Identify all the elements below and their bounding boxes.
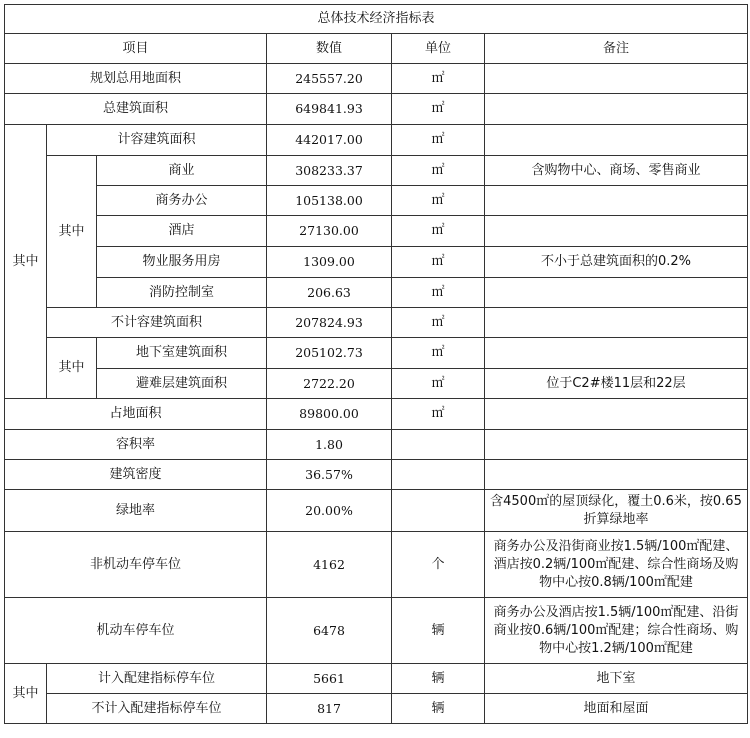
table-row [5,156,748,186]
row-label: 机动车停车位 [5,598,267,664]
row-unit: ㎡ [392,186,485,216]
row-value: 2722.20 [267,369,392,399]
row-unit: 个 [392,532,485,598]
row-note [485,460,748,490]
row-value: 207824.93 [267,308,392,338]
row-label: 商业 [97,156,267,186]
row-note [485,430,748,460]
row-note: 含4500㎡的屋顶绿化，覆土0.6米，按0.65折算绿地率 [485,490,748,532]
row-label: 规划总用地面积 [5,64,267,94]
header-unit: 单位 [392,34,485,64]
row-value: 5661 [267,664,392,694]
row-note: 商务办公及沿街商业按1.5辆/100㎡配建、酒店按0.2辆/100㎡配建、综合性商场及购物中心按0.8辆/100㎡配建 [485,532,748,598]
table-row [5,598,748,664]
header-row [5,34,748,64]
row-unit: ㎡ [392,278,485,308]
row-value: 105138.00 [267,186,392,216]
row-label: 非机动车停车位 [5,532,267,598]
row-value: 36.57% [267,460,392,490]
row-note [485,308,748,338]
row-value: 205102.73 [267,338,392,369]
row-value: 442017.00 [267,125,392,156]
table-row [5,216,748,247]
row-note [485,216,748,247]
title-row [5,5,748,34]
table-row [5,490,748,532]
row-value: 206.63 [267,278,392,308]
row-label: 绿地率 [5,490,267,532]
header-value: 数值 [267,34,392,64]
row-note: 含购物中心、商场、零售商业 [485,156,748,186]
table-row [5,664,748,694]
table-row [5,369,748,399]
row-unit: ㎡ [392,369,485,399]
row-note: 商务办公及酒店按1.5辆/100㎡配建、沿街商业按0.6辆/100㎡配建；综合性商场、购物中心按1.2辆/100㎡配建 [485,598,748,664]
table-row [5,694,748,724]
group-label-inner2: 其中 [47,338,97,399]
row-label: 物业服务用房 [97,247,267,278]
row-unit [392,460,485,490]
row-label: 不计入配建指标停车位 [47,694,267,724]
table-row [5,64,748,94]
row-value: 6478 [267,598,392,664]
table-row [5,94,748,125]
row-label: 建筑密度 [5,460,267,490]
row-value: 89800.00 [267,399,392,430]
row-label: 地下室建筑面积 [97,338,267,369]
row-label: 计容建筑面积 [47,125,267,156]
table-row [5,247,748,278]
row-unit: ㎡ [392,247,485,278]
row-unit: 辆 [392,664,485,694]
row-unit: ㎡ [392,338,485,369]
row-note: 地面和屋面 [485,694,748,724]
row-value: 649841.93 [267,94,392,125]
row-note [485,94,748,125]
row-label: 总建筑面积 [5,94,267,125]
row-note: 地下室 [485,664,748,694]
header-item: 项目 [5,34,267,64]
row-unit: 辆 [392,694,485,724]
row-note [485,399,748,430]
row-label: 计入配建指标停车位 [47,664,267,694]
row-unit: ㎡ [392,216,485,247]
table-row [5,532,748,598]
row-label: 商务办公 [97,186,267,216]
table-row [5,125,748,156]
row-value: 817 [267,694,392,724]
row-value: 308233.37 [267,156,392,186]
row-unit [392,430,485,460]
table-row [5,308,748,338]
row-unit: ㎡ [392,94,485,125]
row-label: 占地面积 [5,399,267,430]
row-value: 1.80 [267,430,392,460]
row-label: 不计容建筑面积 [47,308,267,338]
row-label: 酒店 [97,216,267,247]
row-value: 20.00% [267,490,392,532]
row-note [485,125,748,156]
table-row [5,186,748,216]
table-row [5,430,748,460]
row-unit: ㎡ [392,125,485,156]
row-unit [392,490,485,532]
group-label-outer: 其中 [5,125,47,399]
row-unit: ㎡ [392,156,485,186]
header-note: 备注 [485,34,748,64]
row-note [485,186,748,216]
row-value: 1309.00 [267,247,392,278]
group-label-inner1: 其中 [47,156,97,308]
row-label: 避难层建筑面积 [97,369,267,399]
row-unit: 辆 [392,598,485,664]
table-title: 总体技术经济指标表 [5,5,748,34]
row-value: 4162 [267,532,392,598]
table-row [5,338,748,369]
row-note: 不小于总建筑面积的0.2% [485,247,748,278]
table-row [5,278,748,308]
row-note [485,278,748,308]
table-row [5,460,748,490]
group-label-bottom: 其中 [5,664,47,724]
row-note [485,338,748,369]
row-unit: ㎡ [392,308,485,338]
row-label: 容积率 [5,430,267,460]
row-note: 位于C2#楼11层和22层 [485,369,748,399]
row-label: 消防控制室 [97,278,267,308]
table-row [5,399,748,430]
row-value: 27130.00 [267,216,392,247]
row-unit: ㎡ [392,64,485,94]
row-note [485,64,748,94]
row-value: 245557.20 [267,64,392,94]
row-unit: ㎡ [392,399,485,430]
indicator-table [4,4,748,724]
